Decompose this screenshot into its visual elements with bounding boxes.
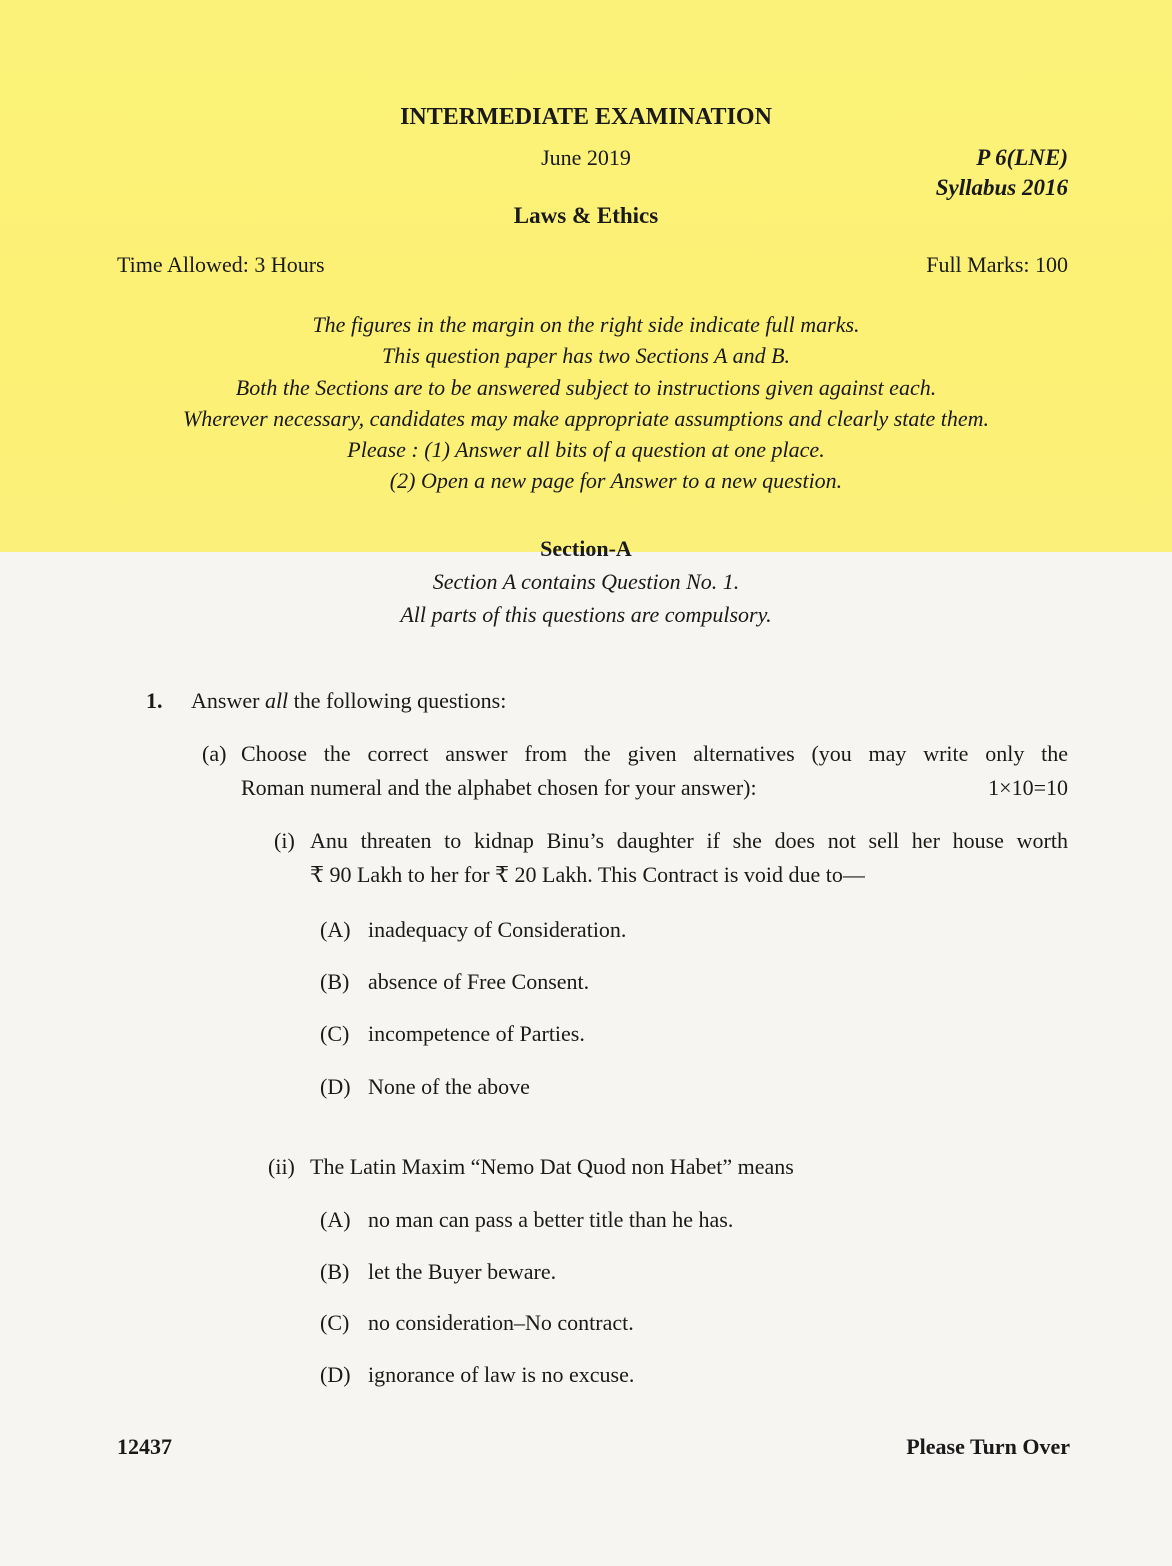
option-text: incompetence of Parties. [368, 1021, 585, 1046]
option-text: inadequacy of Consideration. [368, 917, 627, 942]
paper-number: 12437 [117, 1434, 172, 1459]
option-label: (A) [320, 1207, 351, 1232]
part-label: (a) [202, 741, 227, 766]
instruction-line: Please : (1) Answer all bits of a question at one place. [347, 437, 825, 462]
time-allowed: Time Allowed: 3 Hours [117, 252, 325, 277]
part-instruction: Roman numeral and the alphabet chosen for your answer): [241, 775, 757, 800]
option-text: None of the above [368, 1074, 530, 1099]
question-number: 1. [146, 688, 163, 713]
question-prompt: Answer all the following questions: [191, 688, 507, 713]
option-label: (D) [320, 1362, 351, 1387]
option-text: ignorance of law is no excuse. [368, 1362, 635, 1387]
instruction-line: Wherever necessary, candidates may make appropriate assumptions and clearly state them. [182, 406, 990, 431]
sub-question-text: The Latin Maxim “Nemo Dat Quod non Habet” means [310, 1154, 794, 1179]
part-instruction: Choose the correct answer from the given alternatives (you may write only the [241, 741, 1068, 766]
sub-question-label: (i) [274, 828, 295, 853]
subject-title: Laws & Ethics [513, 203, 659, 228]
sub-question-text: Anu threaten to kidnap Binu’s daughter if she does not sell her house worth [310, 828, 1068, 853]
sub-question-text: ₹ 90 Lakh to her for ₹ 20 Lakh. This Contract is void due to— [310, 862, 865, 887]
sub-question-label: (ii) [268, 1154, 295, 1179]
option-text: no man can pass a better title than he has. [368, 1207, 734, 1232]
exam-title: INTERMEDIATE EXAMINATION [400, 104, 772, 130]
instruction-line: The figures in the margin on the right side indicate full marks. [312, 312, 860, 337]
instruction-line: Both the Sections are to be answered subject to instructions given against each. [235, 375, 937, 400]
instruction-line: This question paper has two Sections A and B. [381, 343, 791, 368]
exam-date: June 2019 [541, 145, 631, 170]
option-label: (B) [320, 969, 350, 994]
part-marks: 1×10=10 [988, 775, 1068, 800]
option-label: (D) [320, 1074, 351, 1099]
section-note: Section A contains Question No. 1. [432, 569, 740, 594]
please-turn-over: Please Turn Over [906, 1434, 1070, 1459]
option-label: (B) [320, 1259, 350, 1284]
option-text: let the Buyer beware. [368, 1259, 557, 1284]
option-label: (C) [320, 1310, 350, 1335]
option-label: (A) [320, 917, 351, 942]
instruction-line: (2) Open a new page for Answer to a new question. [389, 468, 843, 493]
option-text: absence of Free Consent. [368, 969, 590, 994]
option-label: (C) [320, 1021, 350, 1046]
syllabus: Syllabus 2016 [935, 175, 1068, 200]
section-note: All parts of this questions are compulsory. [400, 602, 772, 627]
paper-code: P 6(LNE) [976, 145, 1068, 170]
section-title: Section-A [540, 536, 632, 561]
full-marks: Full Marks: 100 [926, 252, 1068, 277]
option-text: no consideration–No contract. [368, 1310, 634, 1335]
